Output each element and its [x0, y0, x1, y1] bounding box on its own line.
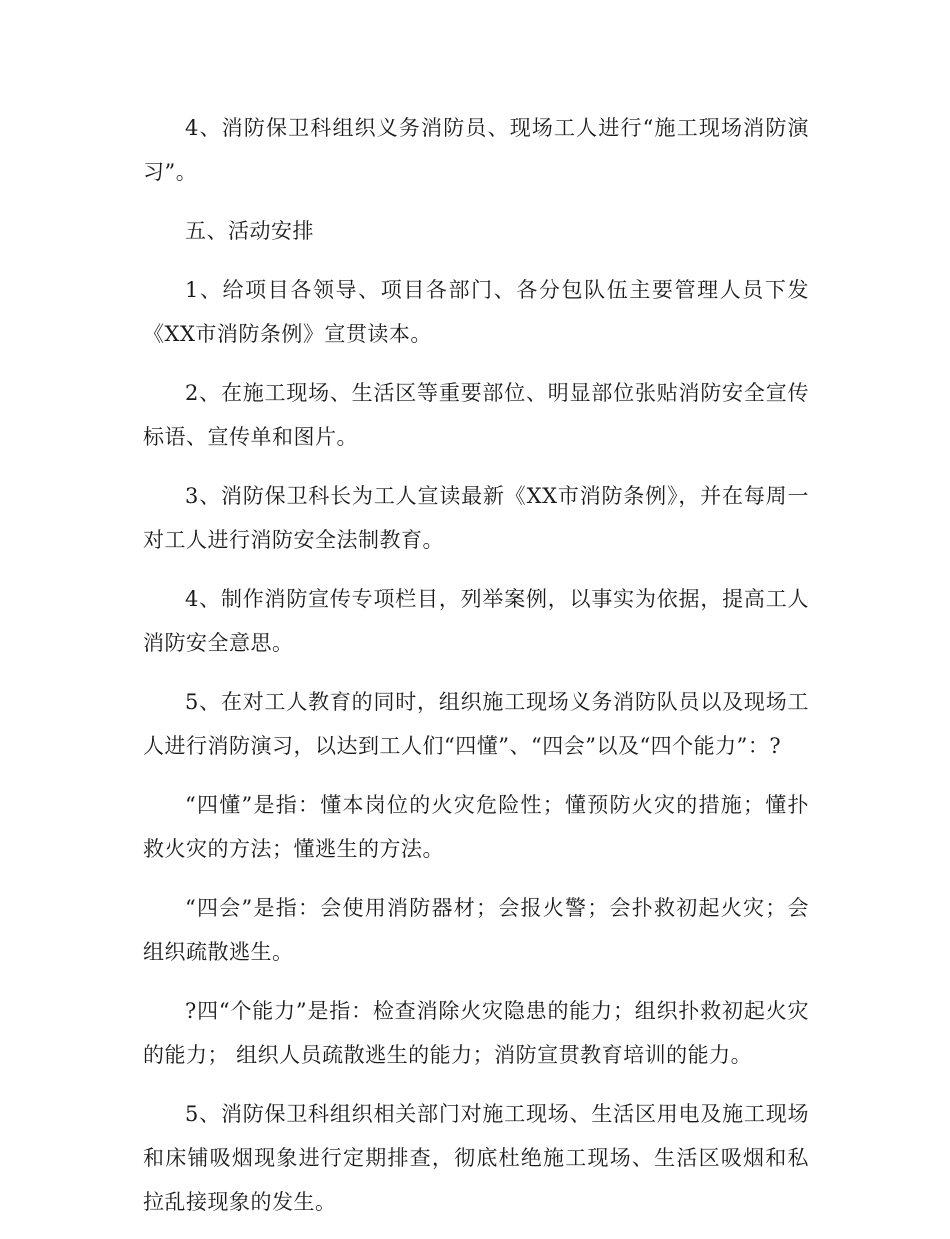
- section-heading-activity-arrangement: 五、活动安排: [185, 219, 314, 243]
- paragraph-item-5: 5、在对工人教育的同时，组织施工现场义务消防队员以及现场工人进行消防演习，以达到工人们“四懂”、“四会”以及“四个能力”：?: [143, 690, 809, 758]
- paragraph-four-understandings: “四懂”是指：懂本岗位的火灾危险性；懂预防火灾的措施；懂扑救火灾的方法；懂逃生的方法。: [143, 793, 809, 861]
- paragraph-item-4: 4、制作消防宣传专项栏目，列举案例，以事实为依据，提高工人消防安全意思。: [143, 587, 809, 655]
- paragraph-drill-item: 4、消防保卫科组织义务消防员、现场工人进行“施工现场消防演习”。: [143, 116, 809, 184]
- paragraph-item-1: 1、给项目各领导、项目各部门、各分包队伍主要管理人员下发《XX市消防条例》宣贯读本。: [143, 278, 809, 346]
- paragraph-four-capabilities: ?四“个能力”是指：检查消除火灾隐患的能力；组织扑救初起火灾的能力； 组织人员疏散逃生的能力；消防宣贯教育培训的能力。: [143, 999, 809, 1067]
- paragraph-four-abilities-skills: “四会”是指：会使用消防器材；会报火警；会扑救初起火灾；会组织疏散逃生。: [143, 896, 809, 964]
- paragraph-item-2: 2、在施工现场、生活区等重要部位、明显部位张贴消防安全宣传标语、宣传单和图片。: [143, 381, 809, 449]
- paragraph-item-5-inspection: 5、消防保卫科组织相关部门对施工现场、生活区用电及施工现场和床铺吸烟现象进行定期排查，彻底杜绝施工现场、生活区吸烟和私拉乱接现象的发生。: [143, 1102, 809, 1214]
- document-body: [143, 106, 809, 1239]
- paragraph-item-3: 3、消防保卫科长为工人宣读最新《XX市消防条例》，并在每周一对工人进行消防安全法制教育。: [143, 484, 809, 552]
